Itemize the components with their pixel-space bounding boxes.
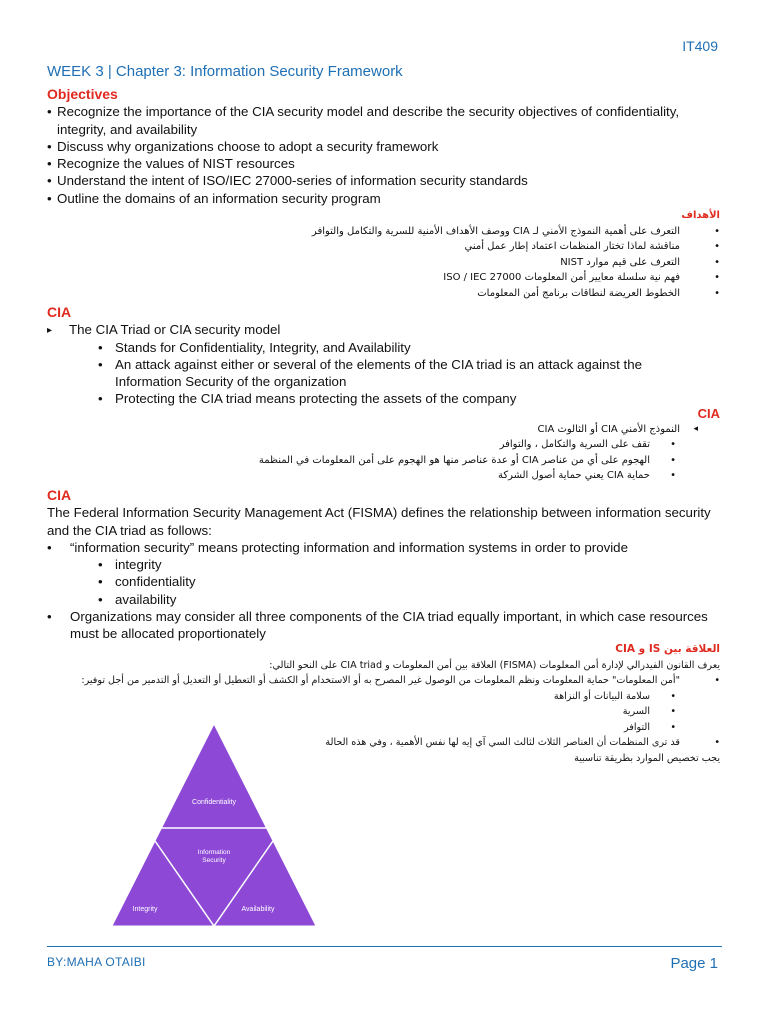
cia-sub-item: • availability	[70, 591, 719, 608]
cia-ar-sub-item: • التوافر	[45, 720, 720, 736]
objective-item: • Recognize the importance of the CIA security model and describe the security objectives of confidentiality, integrity, and availability	[47, 103, 727, 138]
footer-divider	[47, 946, 722, 947]
cia-ar-lead: ◂ النموذج الأمني CIA أو الثالوث CIA	[160, 422, 720, 438]
objective-ar-item: • مناقشة لماذا تختار المنظمات اعتماد إطار عمل أمني	[160, 239, 720, 255]
page-number: Page 1	[670, 955, 718, 972]
objective-ar-item: • التعرف على قيم موارد NIST	[160, 255, 720, 271]
cia-ar-sub-item: • سلامة البيانات أو النزاهة	[45, 689, 720, 705]
objective-ar-item: • الخطوط العريضة لنطاقات برنامج أمن المعلومات	[160, 286, 720, 302]
fisma-ar-intro: يعرف القانون الفيدرالي لإدارة أمن المعلومات (FISMA) العلاقة بين أمن المعلومات و CIA triad على النحو التالي:	[269, 659, 720, 671]
footer-author: BY:MAHA OTAIBI	[47, 955, 146, 969]
objective-item: • Recognize the values of NIST resources	[47, 155, 727, 172]
cia-section-2	[47, 487, 719, 643]
cia-ar-item: • "أمن المعلومات" حماية المعلومات ونظم المعلومات من الوصول غير المصرح به أو الاستخدام أو الكشف أو التعطيل أو التعديل أو التدمير من أجل توفير:	[45, 673, 720, 689]
availability-label: Availability	[241, 906, 275, 913]
info-security-label-line1: Information	[197, 849, 231, 856]
cia-sub-item: • confidentiality	[70, 573, 719, 590]
objectives-ar-heading: الأهداف	[681, 210, 720, 221]
objective-item: • Outline the domains of an information security program	[47, 190, 727, 207]
page-title: WEEK 3 | Chapter 3: Information Security Framework	[47, 63, 403, 80]
objectives-heading: Objectives	[47, 86, 118, 102]
triangle-outer	[112, 724, 316, 926]
cia-ar-item-continued: يجب تخصيص الموارد بطريقة تناسبية	[574, 752, 720, 764]
objective-ar-item: • فهم نية سلسلة معايير أمن المعلومات ISO / IEC 27000	[160, 270, 720, 286]
objectives-section	[47, 86, 727, 207]
confidentiality-label: Confidentiality	[192, 799, 236, 806]
cia-ar-heading: CIA	[697, 406, 720, 421]
cia-ar-item: • قد ترى المنظمات أن العناصر الثلاث لثالث السي آي إيه لها نفس الأهمية ، وفي هذه الحالة	[45, 735, 720, 751]
cia-heading-2: CIA	[47, 487, 72, 503]
cia-ar-sub-item: • تقف على السرية والتكامل ، والتوافر	[160, 437, 720, 453]
cia-ar-heading-2: العلاقة بين IS و CIA	[615, 643, 720, 655]
cia-sub-item: • An attack against either or several of the elements of the CIA triad is an attack against the Information Security of the organization	[70, 356, 687, 391]
cia-ar-sub-item: • السرية	[45, 704, 720, 720]
cia-item: • Organizations may consider all three components of the CIA triad equally important, in which case resources must be allocated proportionately	[47, 608, 719, 643]
cia-ar-sub-item: • الهجوم على أي من عناصر CIA أو عدة عناصر منها هو الهجوم على أمن المعلومات في المنظمة	[160, 453, 720, 469]
cia-sub-item: • integrity	[70, 556, 719, 573]
cia-sub-item: • Stands for Confidentiality, Integrity, and Availability	[70, 339, 687, 356]
cia-ar-section-1	[160, 406, 720, 484]
integrity-label: Integrity	[132, 906, 158, 913]
objective-item: • Discuss why organizations choose to adopt a security framework	[47, 138, 727, 155]
objective-ar-item: • التعرف على أهمية النموذج الأمني لـ CIA ووصف الأهداف الأمنية للسرية والتكامل والتوافر	[160, 224, 720, 240]
objective-item: • Understand the intent of ISO/IEC 27000-series of information security standards	[47, 172, 727, 189]
cia-section-1	[47, 304, 687, 408]
cia-ar-sub-item: • حماية CIA يعني حماية أصول الشركة	[160, 468, 720, 484]
info-security-label-line2: Security	[202, 857, 226, 864]
objectives-ar-section	[160, 208, 720, 301]
cia-item: • “information security” means protecting information and information systems in order to provide	[47, 539, 719, 556]
cia-sub-item: • Protecting the CIA triad means protecting the assets of the company	[70, 390, 687, 407]
cia-triad-diagram	[108, 722, 320, 928]
fisma-intro: The Federal Information Security Management Act (FISMA) defines the relationship between information security and the CIA triad as follows:	[47, 505, 711, 538]
course-code: IT409	[682, 38, 718, 54]
cia-lead: ▸ The CIA Triad or CIA security model	[47, 321, 687, 338]
cia-heading: CIA	[47, 304, 72, 320]
